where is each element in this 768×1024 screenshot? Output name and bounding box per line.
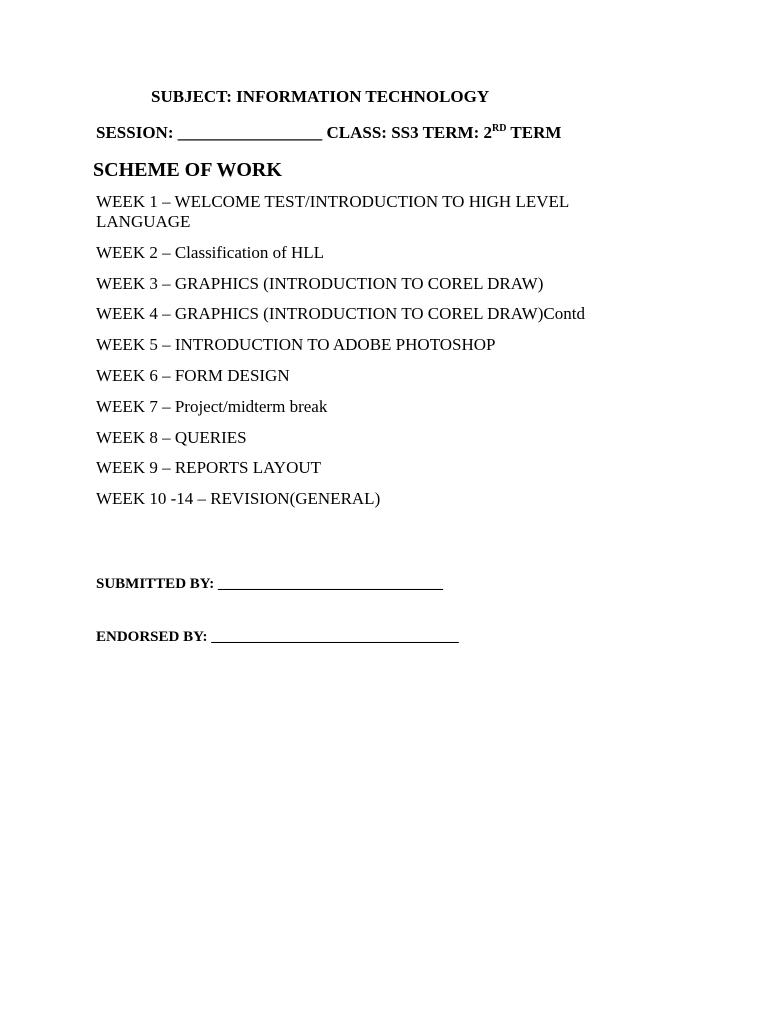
week-item: WEEK 2 – Classification of HLL xyxy=(96,242,325,262)
term-superscript: RD xyxy=(491,123,507,134)
endorsed-by-line: ENDORSED BY: _________________________________ xyxy=(96,629,459,645)
submitted-by-line: SUBMITTED BY: ______________________________ xyxy=(96,576,443,592)
session-label: SESSION: _________________ xyxy=(96,123,323,142)
class-label: CLASS: SS3 xyxy=(326,123,419,142)
term-label: TERM: 2 xyxy=(422,123,492,142)
week-item: WEEK 9 – REPORTS LAYOUT xyxy=(96,458,322,478)
term-suffix: TERM xyxy=(510,123,562,142)
week-item: WEEK 10 -14 – REVISION(GENERAL) xyxy=(96,489,381,509)
week-item: WEEK 4 – GRAPHICS (INTRODUCTION TO COREL DRAW)Contd xyxy=(96,304,585,324)
week-item: WEEK 6 – FORM DESIGN xyxy=(96,365,290,385)
week-item: WEEK 7 – Project/midterm break xyxy=(96,396,328,416)
subject-heading: SUBJECT: INFORMATION TECHNOLOGY xyxy=(151,87,490,106)
week-item: WEEK 3 – GRAPHICS (INTRODUCTION TO COREL DRAW) xyxy=(96,273,544,293)
scheme-of-work-title: SCHEME OF WORK xyxy=(93,159,282,181)
week-item: WEEK 5 – INTRODUCTION TO ADOBE PHOTOSHOP xyxy=(96,335,496,355)
week-list xyxy=(96,192,656,520)
session-class-term-line xyxy=(96,123,561,143)
week-item: WEEK 8 – QUERIES xyxy=(96,427,247,447)
week-item: WEEK 1 – WELCOME TEST/INTRODUCTION TO HIGH LEVEL LANGUAGE xyxy=(96,192,569,231)
